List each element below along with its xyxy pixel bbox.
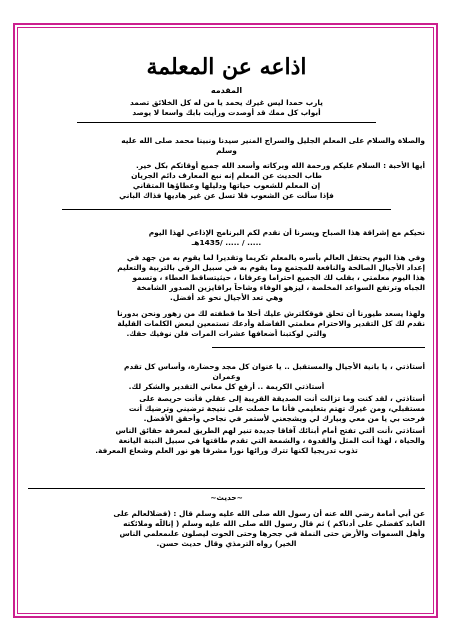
opening-line: ولهذا يسعد طيورنا أن تحلق فوقكلترش عليك أحلا ما قطفته لك من زهور ونحن بدورنا [117, 309, 425, 318]
page-title: اذاعه عن المعلمة [146, 54, 307, 80]
tribute-line: تذوب تدريجيا لكنها تترك ورائها نورا مشرقا هو نور العلم وشعاع المعرفة. [95, 446, 358, 455]
tribute-line: أستاذتي ،أنت التي تفتح أمام أبنائك آفاقا جديدة تنير لهم الطريق لمعرفة حقائق الناس [115, 426, 425, 435]
divider [28, 488, 425, 489]
intro-line: أبواب كل ممك قد أوصدت ورأيت بابك واسعا لا يوصد [132, 108, 321, 117]
opening-line: إعداد الأجيال الصالحة والنافعة للمجتمع وما يقوم به في سبيل الرقي بالتربية والتعليم [117, 263, 425, 272]
opening-line: وهي تعد الأجيال نحو غد أفضل. [170, 293, 283, 302]
hadith-line: العابد كفضلي على أدناكم ) ثم قال رسول الله صلى الله عليه وسلم ( إناللّه وملائكته [123, 519, 425, 528]
divider [62, 209, 391, 210]
greeting-line: أيها الأحبة : السلام عليكم ورحمة الله وبركاته وأسعد الله جميع أوقاتكم بكل خير. [136, 161, 425, 170]
tribute-line: أستاذتي الكريمة .. أرفع كل معاني التقدير والشكر لك. [128, 382, 325, 391]
tribute-line: فرحت بي يا من معي وبيارك لي ويشجعني لأستمر في نجاحي وأحقق الأفضل. [143, 414, 425, 423]
divider [212, 347, 425, 348]
tribute-line: والحياة ، لهذا أنت المثل والقدوة ، والشمعة التي تقدم طاقتها في سبيل النبتة اليانعة [118, 436, 425, 445]
divider [77, 122, 376, 123]
document-body [22, 32, 431, 610]
hadith-heading: ~حديث~ [210, 493, 243, 502]
salawat-line: والصلاة والسلام على المعلم الجليل والسراج المنير سيدنا ونبينا محمد صلى الله عليه [121, 136, 425, 145]
opening-line: وفي هذا اليوم يحتفل العالم بأسره بالمعلم تكريما وتقديرا لما يقوم به من جهد في [126, 253, 425, 262]
salawat-line: وسلم [216, 146, 237, 155]
hadith-line: الخير) رواه الترمذي وقال حديث حسن. [156, 539, 297, 548]
opening-line: نقدم لك كل التقدير والاحترام معلمتي الفاضلة وأدعك تستمعين لبعض الكلمات القليلة [117, 319, 425, 328]
tribute-line: أستاذتي ، لقد كنت وما تزالت أنت الصديقة القريبة إلى عقلي فأنت حريصة على [139, 394, 425, 403]
opening-line: والتي لوكتبنا أضعافها عشرات المرات فلن نوفيك حقك. [126, 329, 327, 338]
poem-line: فإذا سألت عن الشعوب فلا تسل عن غير هاديها فذاك الباني [119, 191, 334, 200]
poem-line: طاب الحديث عن المعلم إنه نبع المعارف دائم الجريان [131, 171, 322, 180]
tribute-line: وعمران [212, 372, 241, 381]
date-line: ..... / ..... /1435هـ [191, 238, 262, 247]
tribute-line: أستاذتي ، يا بانية الأجيال والمستقبل .. يا عنوان كل مجد وحضارة، وأساس كل تقدم [124, 362, 425, 371]
intro-line: يارب حمدا ليس غيرك يحمد يا من له كل الخلائق تصمد [130, 98, 323, 107]
hadith-line: عن أبي أمامة رضي الله عنه أن رسول الله صلى الله عليه وسلم قال : (فضلالعالم على [113, 509, 425, 518]
tribute-line: مستقبلي، ومن غيرك تهتم بتعليمي فأنا ما حصلت على نتيجة ترضيني وترضيك أنت [128, 404, 425, 413]
opening-line: نحيكم مع إشراقة هذا الصباح ويسرنا أن نقدم لكم البرنامج الإذاعي لهذا اليوم [148, 228, 425, 237]
opening-line: هذا اليوم معلمتي ، بقلب لك الجميع احتراما وعرفانا ، حيثيتساقط العطاء ، وتسمو [132, 273, 425, 282]
poem-line: إن المعلم للشعوب حياتها ودليلها وعطاؤها المتقاني [132, 181, 321, 190]
opening-line: الجباه وترتفع السواعد المخلصة ، ليزهو الوفاء وشاحاً براقايزين الصدور الشامخة [136, 283, 425, 292]
intro-heading: المقدمه [210, 86, 243, 95]
hadith-line: وأهل السموات والأرض حتى النملة في جحرها وحتى الحوت ليصلون علىمعلمي الناس [119, 529, 425, 538]
